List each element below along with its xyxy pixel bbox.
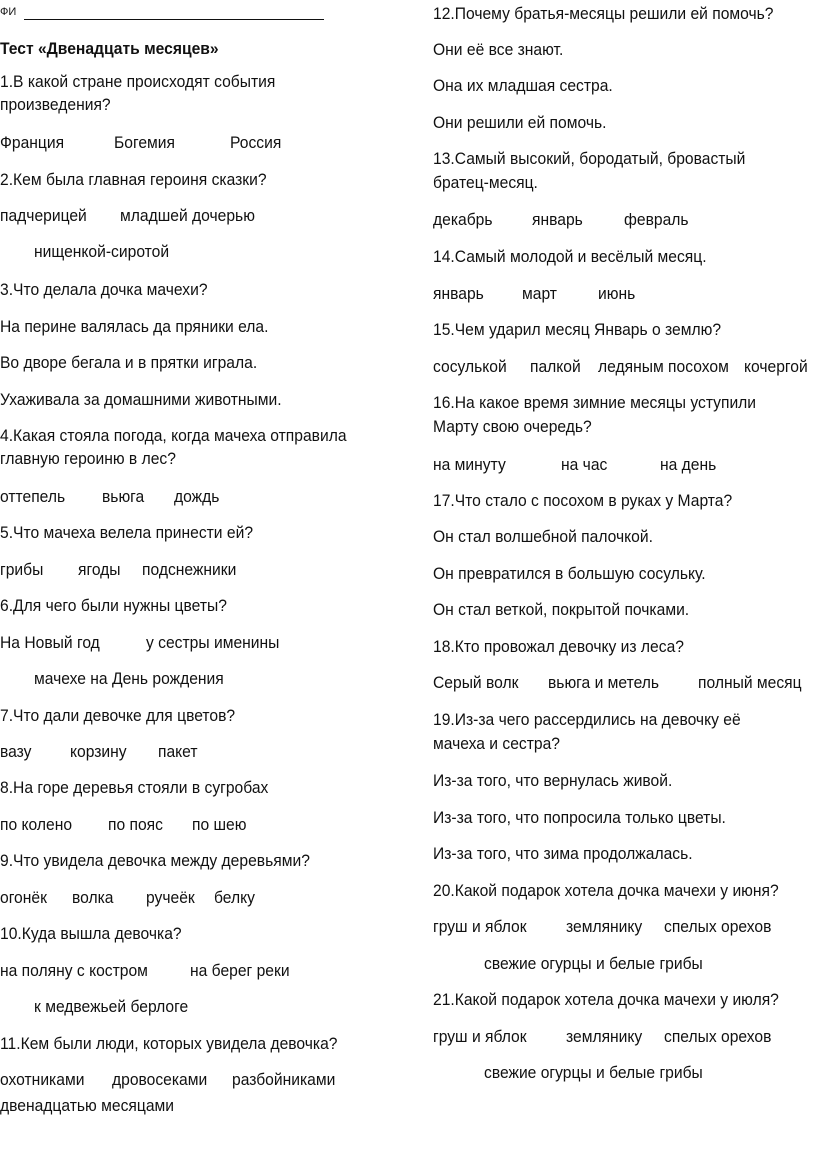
answer-option[interactable]: дровосеками (112, 1070, 208, 1089)
answer-option[interactable]: сосулькой (433, 357, 507, 376)
question-text: 20.Какой подарок хотела дочка мачехи у июня? (433, 881, 779, 900)
answer-option[interactable]: Она их младшая сестра. (433, 76, 613, 95)
question-text: главную героиню в лес? (0, 449, 176, 468)
answer-option[interactable]: грибы (0, 560, 44, 579)
answer-option[interactable]: пакет (158, 742, 198, 761)
answer-option[interactable]: Россия (230, 133, 282, 152)
answer-option[interactable]: корзину (70, 742, 127, 761)
question-text: Марту свою очередь? (433, 417, 592, 436)
answer-option[interactable]: двенадцатью месяцами (0, 1096, 175, 1115)
question-text: 15.Чем ударил месяц Январь о землю? (433, 320, 722, 339)
question-text: 6.Для чего были нужны цветы? (0, 596, 227, 615)
answer-option[interactable]: Он стал веткой, покрытой почками. (433, 600, 690, 619)
answer-option[interactable]: дождь (174, 487, 220, 506)
answer-option[interactable]: на минуту (433, 455, 506, 474)
answer-option[interactable]: Он стал волшебной палочкой. (433, 527, 653, 546)
name-field-line[interactable] (24, 19, 324, 20)
answer-option[interactable]: свежие огурцы и белые грибы (484, 1063, 703, 1082)
question-text: 11.Кем были люди, которых увидела девочка? (0, 1034, 338, 1053)
answer-option[interactable]: нищенкой-сиротой (34, 242, 170, 261)
answer-option[interactable]: Серый волк (433, 673, 519, 692)
answer-option[interactable]: по пояс (108, 815, 163, 834)
answer-option[interactable]: огонёк (0, 888, 47, 907)
answer-option[interactable]: спелых орехов (664, 917, 772, 936)
question-text: 21.Какой подарок хотела дочка мачехи у июля? (433, 990, 779, 1009)
answer-option[interactable]: волка (72, 888, 114, 907)
answer-option[interactable]: кочергой (744, 357, 808, 376)
answer-option[interactable]: палкой (530, 357, 581, 376)
question-text: 19.Из-за чего рассердились на девочку её (433, 710, 741, 729)
answer-option[interactable]: землянику (566, 917, 643, 936)
answer-option[interactable]: младшей дочерью (120, 206, 255, 225)
answer-option[interactable]: по шею (192, 815, 247, 834)
answer-option[interactable]: январь (532, 210, 583, 229)
question-text: 4.Какая стояла погода, когда мачеха отправила (0, 426, 347, 445)
answer-option[interactable]: март (522, 284, 557, 303)
answer-option[interactable]: белку (214, 888, 255, 907)
answer-option[interactable]: на берег реки (190, 961, 290, 980)
answer-option[interactable]: декабрь (433, 210, 493, 229)
answer-option[interactable]: Они её все знают. (433, 40, 564, 59)
answer-option[interactable]: землянику (566, 1027, 643, 1046)
question-text: 7.Что дали девочке для цветов? (0, 706, 236, 725)
answer-option[interactable]: на час (561, 455, 608, 474)
question-text: 17.Что стало с посохом в руках у Марта? (433, 491, 733, 510)
answer-option[interactable]: январь (433, 284, 484, 303)
answer-option[interactable]: к медвежьей берлоге (34, 997, 189, 1016)
answer-option[interactable]: февраль (624, 210, 689, 229)
answer-option[interactable]: вьюга и метель (548, 673, 660, 692)
answer-option[interactable]: На перине валялась да пряники ела. (0, 317, 269, 336)
answer-option[interactable]: на день (660, 455, 717, 474)
question-text: 18.Кто провожал девочку из леса? (433, 637, 684, 656)
answer-option[interactable]: ледяным посохом (598, 357, 729, 376)
question-text: 14.Самый молодой и весёлый месяц. (433, 247, 707, 266)
answer-option[interactable]: Из-за того, что вернулась живой. (433, 771, 673, 790)
answer-option[interactable]: полный месяц (698, 673, 802, 692)
page-title: Тест «Двенадцать месяцев» (0, 39, 219, 58)
answer-option[interactable]: разбойниками (232, 1070, 336, 1089)
answer-option[interactable]: ягоды (78, 560, 121, 579)
answer-option[interactable]: вазу (0, 742, 32, 761)
answer-option[interactable]: оттепель (0, 487, 66, 506)
question-text: 10.Куда вышла девочка? (0, 924, 182, 943)
question-text: 1.В какой стране происходят события (0, 72, 276, 91)
question-text: 16.На какое время зимние месяцы уступили (433, 393, 757, 412)
answer-option[interactable]: подснежники (142, 560, 237, 579)
question-text: 13.Самый высокий, бородатый, бровастый (433, 149, 746, 168)
answer-option[interactable]: Во дворе бегала и в прятки играла. (0, 353, 258, 372)
answer-option[interactable]: Из-за того, что зима продолжалась. (433, 844, 693, 863)
answer-option[interactable]: спелых орехов (664, 1027, 772, 1046)
answer-option[interactable]: груш и яблок (433, 1027, 527, 1046)
answer-option[interactable]: Они решили ей помочь. (433, 113, 607, 132)
name-field-label: ФИ (0, 6, 17, 18)
question-text: 8.На горе деревья стояли в сугробах (0, 778, 269, 797)
question-text: произведения? (0, 95, 111, 114)
answer-option[interactable]: На Новый год (0, 633, 100, 652)
question-text: 3.Что делала дочка мачехи? (0, 280, 208, 299)
question-text: мачеха и сестра? (433, 734, 560, 753)
question-text: 12.Почему братья-месяцы решили ей помочь? (433, 4, 774, 23)
answer-option[interactable]: на поляну с костром (0, 961, 148, 980)
answer-option[interactable]: падчерицей (0, 206, 87, 225)
answer-option[interactable]: вьюга (102, 487, 145, 506)
answer-option[interactable]: Богемия (114, 133, 175, 152)
answer-option[interactable]: у сестры именины (146, 633, 280, 652)
answer-option[interactable]: ручеёк (146, 888, 195, 907)
question-text: 9.Что увидела девочка между деревьями? (0, 851, 310, 870)
answer-option[interactable]: Он превратился в большую сосульку. (433, 564, 706, 583)
answer-option[interactable]: груш и яблок (433, 917, 527, 936)
question-text: 5.Что мачеха велела принести ей? (0, 523, 254, 542)
answer-option[interactable]: по колено (0, 815, 73, 834)
answer-option[interactable]: свежие огурцы и белые грибы (484, 954, 703, 973)
question-text: братец-месяц. (433, 173, 538, 192)
answer-option[interactable]: Франция (0, 133, 65, 152)
answer-option[interactable]: Из-за того, что попросила только цветы. (433, 808, 726, 827)
answer-option[interactable]: мачехе на День рождения (34, 669, 224, 688)
question-text: 2.Кем была главная героиня сказки? (0, 170, 267, 189)
answer-option[interactable]: охотниками (0, 1070, 85, 1089)
answer-option[interactable]: июнь (598, 284, 636, 303)
answer-option[interactable]: Ухаживала за домашними животными. (0, 390, 282, 409)
